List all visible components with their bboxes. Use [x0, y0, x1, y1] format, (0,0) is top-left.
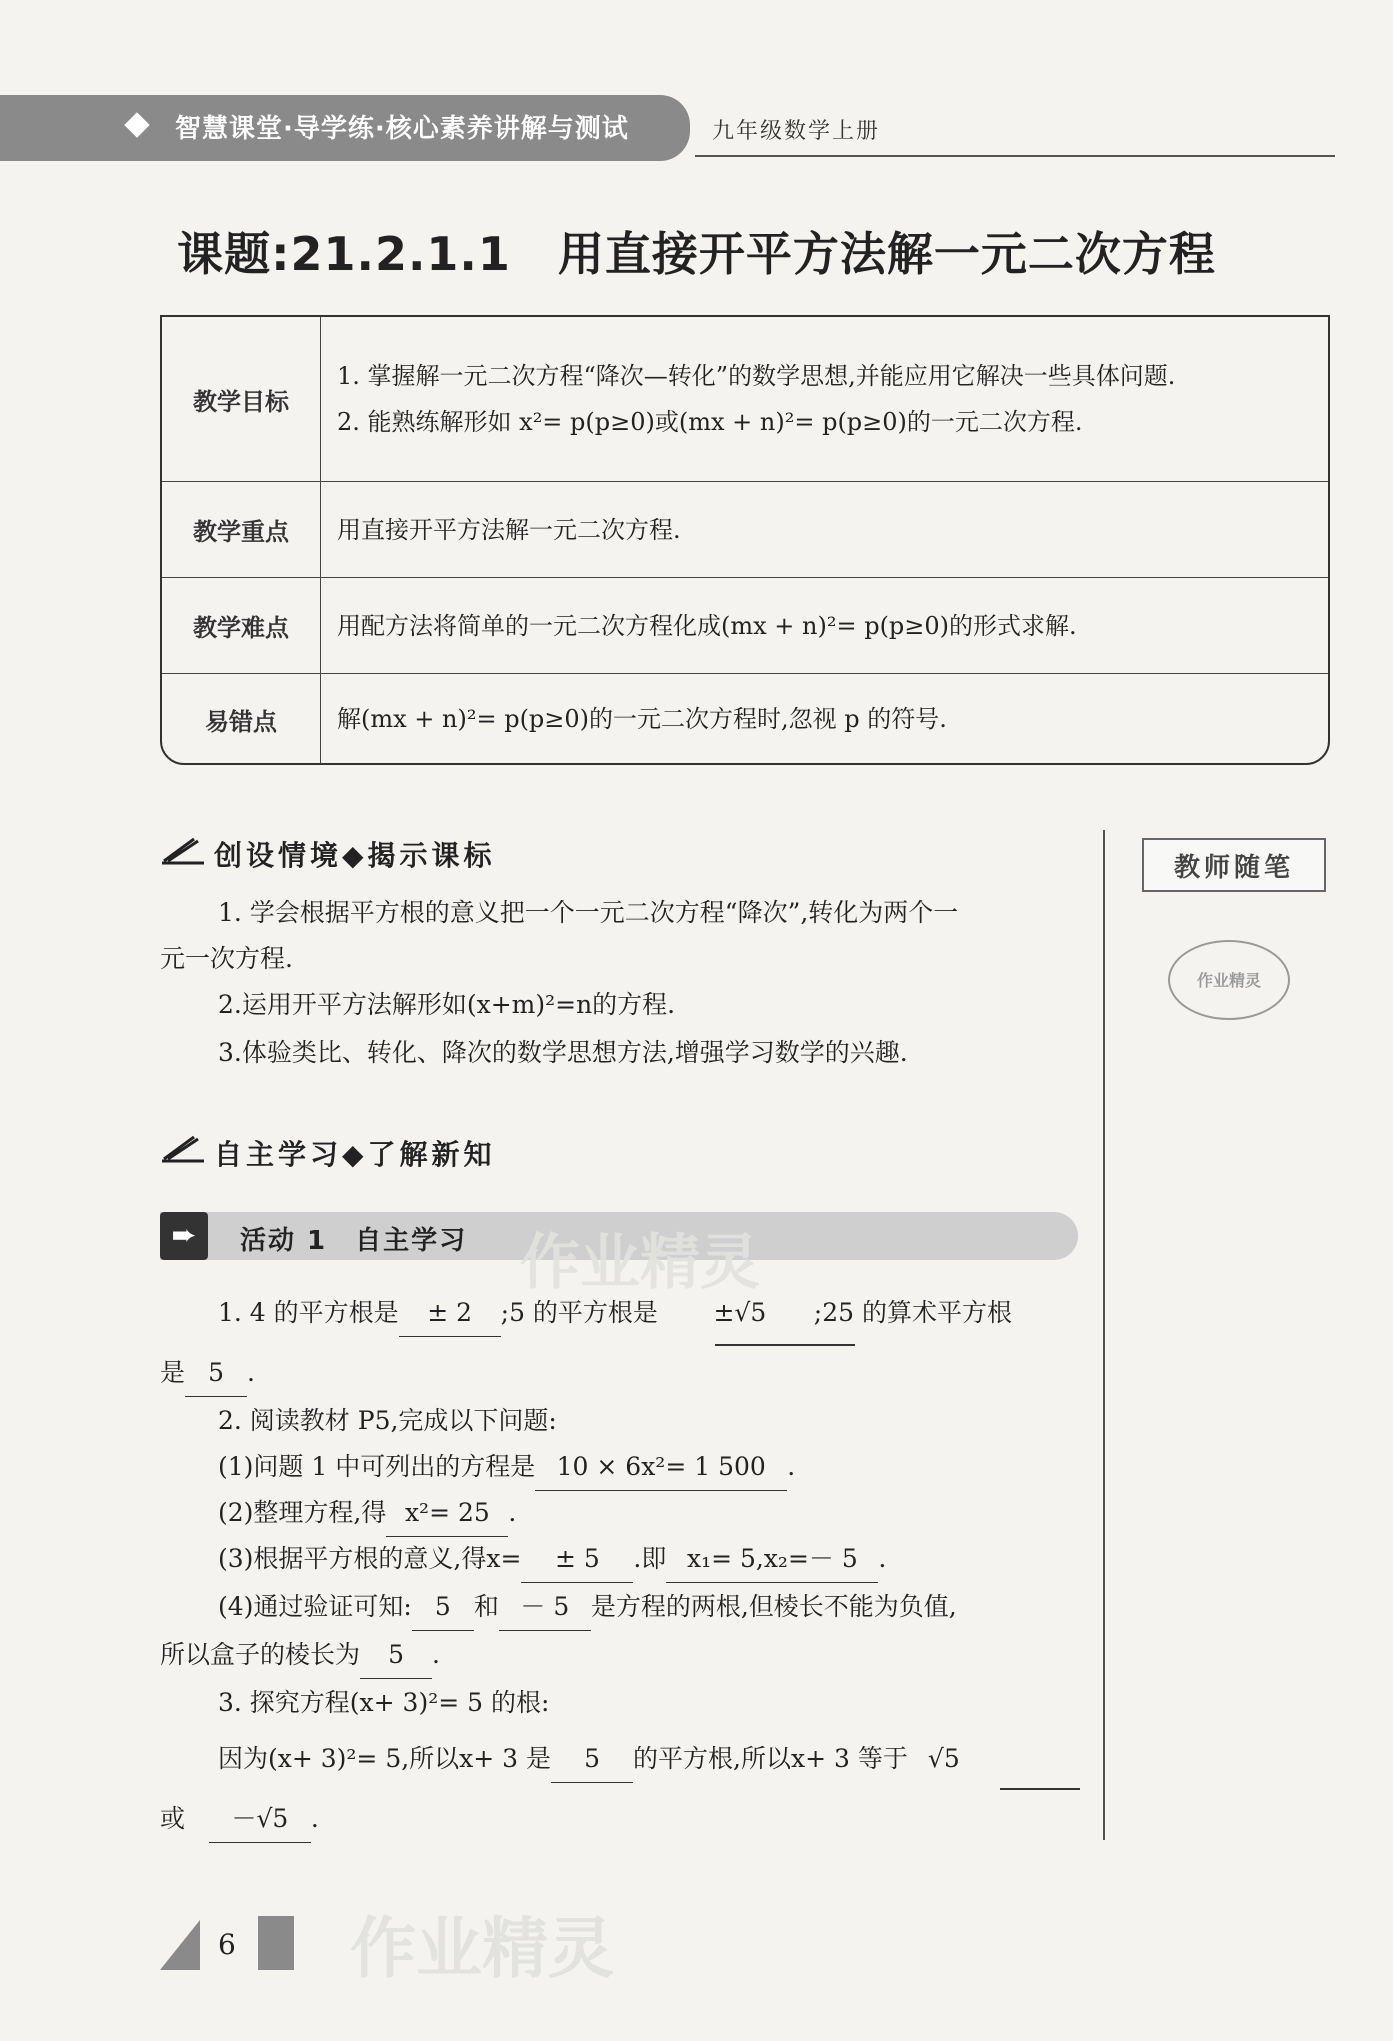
- objective-row: [162, 482, 1328, 578]
- question-2-part: (3)根据平方根的意义,得x= ± 5 .即 x₁= 5,x₂=－ 5 .: [218, 1536, 886, 1583]
- section-title: 自主学习◆了解新知: [214, 1138, 496, 1171]
- pencil-icon: [160, 1133, 206, 1163]
- answer: x₁= 5,x₂=－ 5: [666, 1536, 878, 1583]
- list-item: 1. 学会根据平方根的意义把一个一元二次方程“降次”,转化为两个一: [218, 898, 959, 927]
- series-title: 智慧课堂·导学练·核心素养讲解与测试: [175, 114, 629, 144]
- q-text: 是方程的两根,但棱长不能为负值,: [590, 1592, 957, 1621]
- answer: 5: [551, 1736, 633, 1783]
- q-text: (1)问题 1 中可列出的方程是: [218, 1452, 536, 1481]
- q-text: 因为(x+ 3)²= 5,所以x+ 3 是: [218, 1744, 552, 1773]
- activity-title: 活动 1 自主学习: [240, 1226, 468, 1256]
- pencil-icon: [160, 835, 206, 865]
- question-3-intro: 3. 探究方程(x+ 3)²= 5 的根:: [218, 1688, 550, 1717]
- q-text: 所以盒子的棱长为: [160, 1640, 361, 1669]
- q-text: .: [247, 1358, 255, 1387]
- stamp-logo: [1168, 940, 1290, 1020]
- question-2-intro: 2. 阅读教材 P5,完成以下问题:: [218, 1406, 557, 1435]
- row-label: 教学重点: [162, 482, 321, 577]
- section-title: 创设情境◆揭示课标: [214, 839, 496, 872]
- answer: √5: [927, 1744, 960, 1773]
- q-text: 或: [160, 1804, 186, 1833]
- answer: 5: [360, 1632, 432, 1679]
- list-item: 元一次方程.: [160, 944, 293, 973]
- q-text: (3)根据平方根的意义,得x=: [218, 1544, 522, 1573]
- answer-underline: [715, 1344, 855, 1346]
- objective-row: [162, 578, 1328, 674]
- q-text: 的平方根,所以x+ 3 等于: [633, 1744, 908, 1773]
- answer: 10 × 6x²= 1 500: [535, 1444, 787, 1491]
- watermark: 作业精灵: [350, 1910, 614, 1987]
- lesson-title: 课题:21.2.1.1 用直接开平方法解一元二次方程: [177, 227, 1216, 281]
- question-3-line: [218, 1736, 980, 1783]
- stamp-text: 作业精灵: [1196, 971, 1261, 990]
- answer-underline: [1000, 1788, 1080, 1790]
- teacher-notes-label: 教师随笔: [1142, 838, 1326, 892]
- q-text: 是: [160, 1358, 186, 1387]
- watermark: 作业精灵: [520, 1228, 760, 1298]
- answer: － 5: [499, 1584, 591, 1631]
- row-label: 易错点: [162, 674, 321, 764]
- q-text: (2)整理方程,得: [218, 1498, 387, 1527]
- notes-divider: [1103, 830, 1105, 1840]
- answer: x²= 25: [386, 1490, 508, 1537]
- question-2-part: [218, 1584, 957, 1631]
- question-2-part: 所以盒子的棱长为 5 .: [160, 1632, 440, 1679]
- book-title: 九年级数学上册: [712, 119, 881, 144]
- question-3-line: 或 －√5 .: [160, 1796, 319, 1843]
- question-1: [218, 1290, 1012, 1337]
- q-text: 1. 4 的平方根是: [218, 1298, 399, 1327]
- list-item: 3.体验类比、转化、降次的数学思想方法,增强学习数学的兴趣.: [218, 1038, 908, 1067]
- page-block-mark: [258, 1916, 294, 1970]
- objective-row: [162, 674, 1328, 764]
- q-text: ;5 的平方根是: [500, 1298, 658, 1327]
- row-line: 用直接开平方法解一元二次方程.: [337, 516, 681, 544]
- question-1-cont: [160, 1350, 255, 1397]
- q-text: 和: [473, 1592, 499, 1621]
- q-text: ;25 的算术平方根: [813, 1298, 1012, 1327]
- answer: 5: [185, 1350, 247, 1397]
- arrow-right-icon: ➨: [160, 1212, 208, 1260]
- answer: ± 5: [521, 1536, 633, 1583]
- header-rule: [695, 155, 1335, 157]
- objectives-table: [160, 315, 1330, 765]
- row-line: 2. 能熟练解形如 x²= p(p≥0)或(mx + n)²= p(p≥0)的一元二次方程.: [337, 408, 1083, 436]
- objective-row: [162, 317, 1328, 482]
- question-2-part: (1)问题 1 中可列出的方程是 10 × 6x²= 1 500 .: [218, 1444, 795, 1491]
- row-label: 教学目标: [162, 317, 321, 481]
- q-text: (4)通过验证可知:: [218, 1592, 412, 1621]
- list-item: 2.运用开平方法解形如(x+m)²=n的方程.: [218, 990, 676, 1019]
- row-label: 教学难点: [162, 578, 321, 673]
- question-2-part: (2)整理方程,得 x²= 25 .: [218, 1490, 516, 1537]
- answer: ±√5: [713, 1298, 767, 1327]
- page-number: 6: [218, 1928, 236, 1961]
- page-corner-mark: [160, 1920, 200, 1970]
- answer: ± 2: [399, 1290, 501, 1337]
- row-line: 解(mx + n)²= p(p≥0)的一元二次方程时,忽视 p 的符号.: [337, 705, 947, 733]
- row-line: 用配方法将简单的一元二次方程化成(mx + n)²= p(p≥0)的形式求解.: [337, 612, 1077, 640]
- answer: 5: [412, 1584, 474, 1631]
- row-line: 1. 掌握解一元二次方程“降次—转化”的数学思想,并能应用它解决一些具体问题.: [337, 362, 1176, 390]
- q-text: .即: [633, 1544, 667, 1573]
- answer: －√5: [209, 1796, 311, 1843]
